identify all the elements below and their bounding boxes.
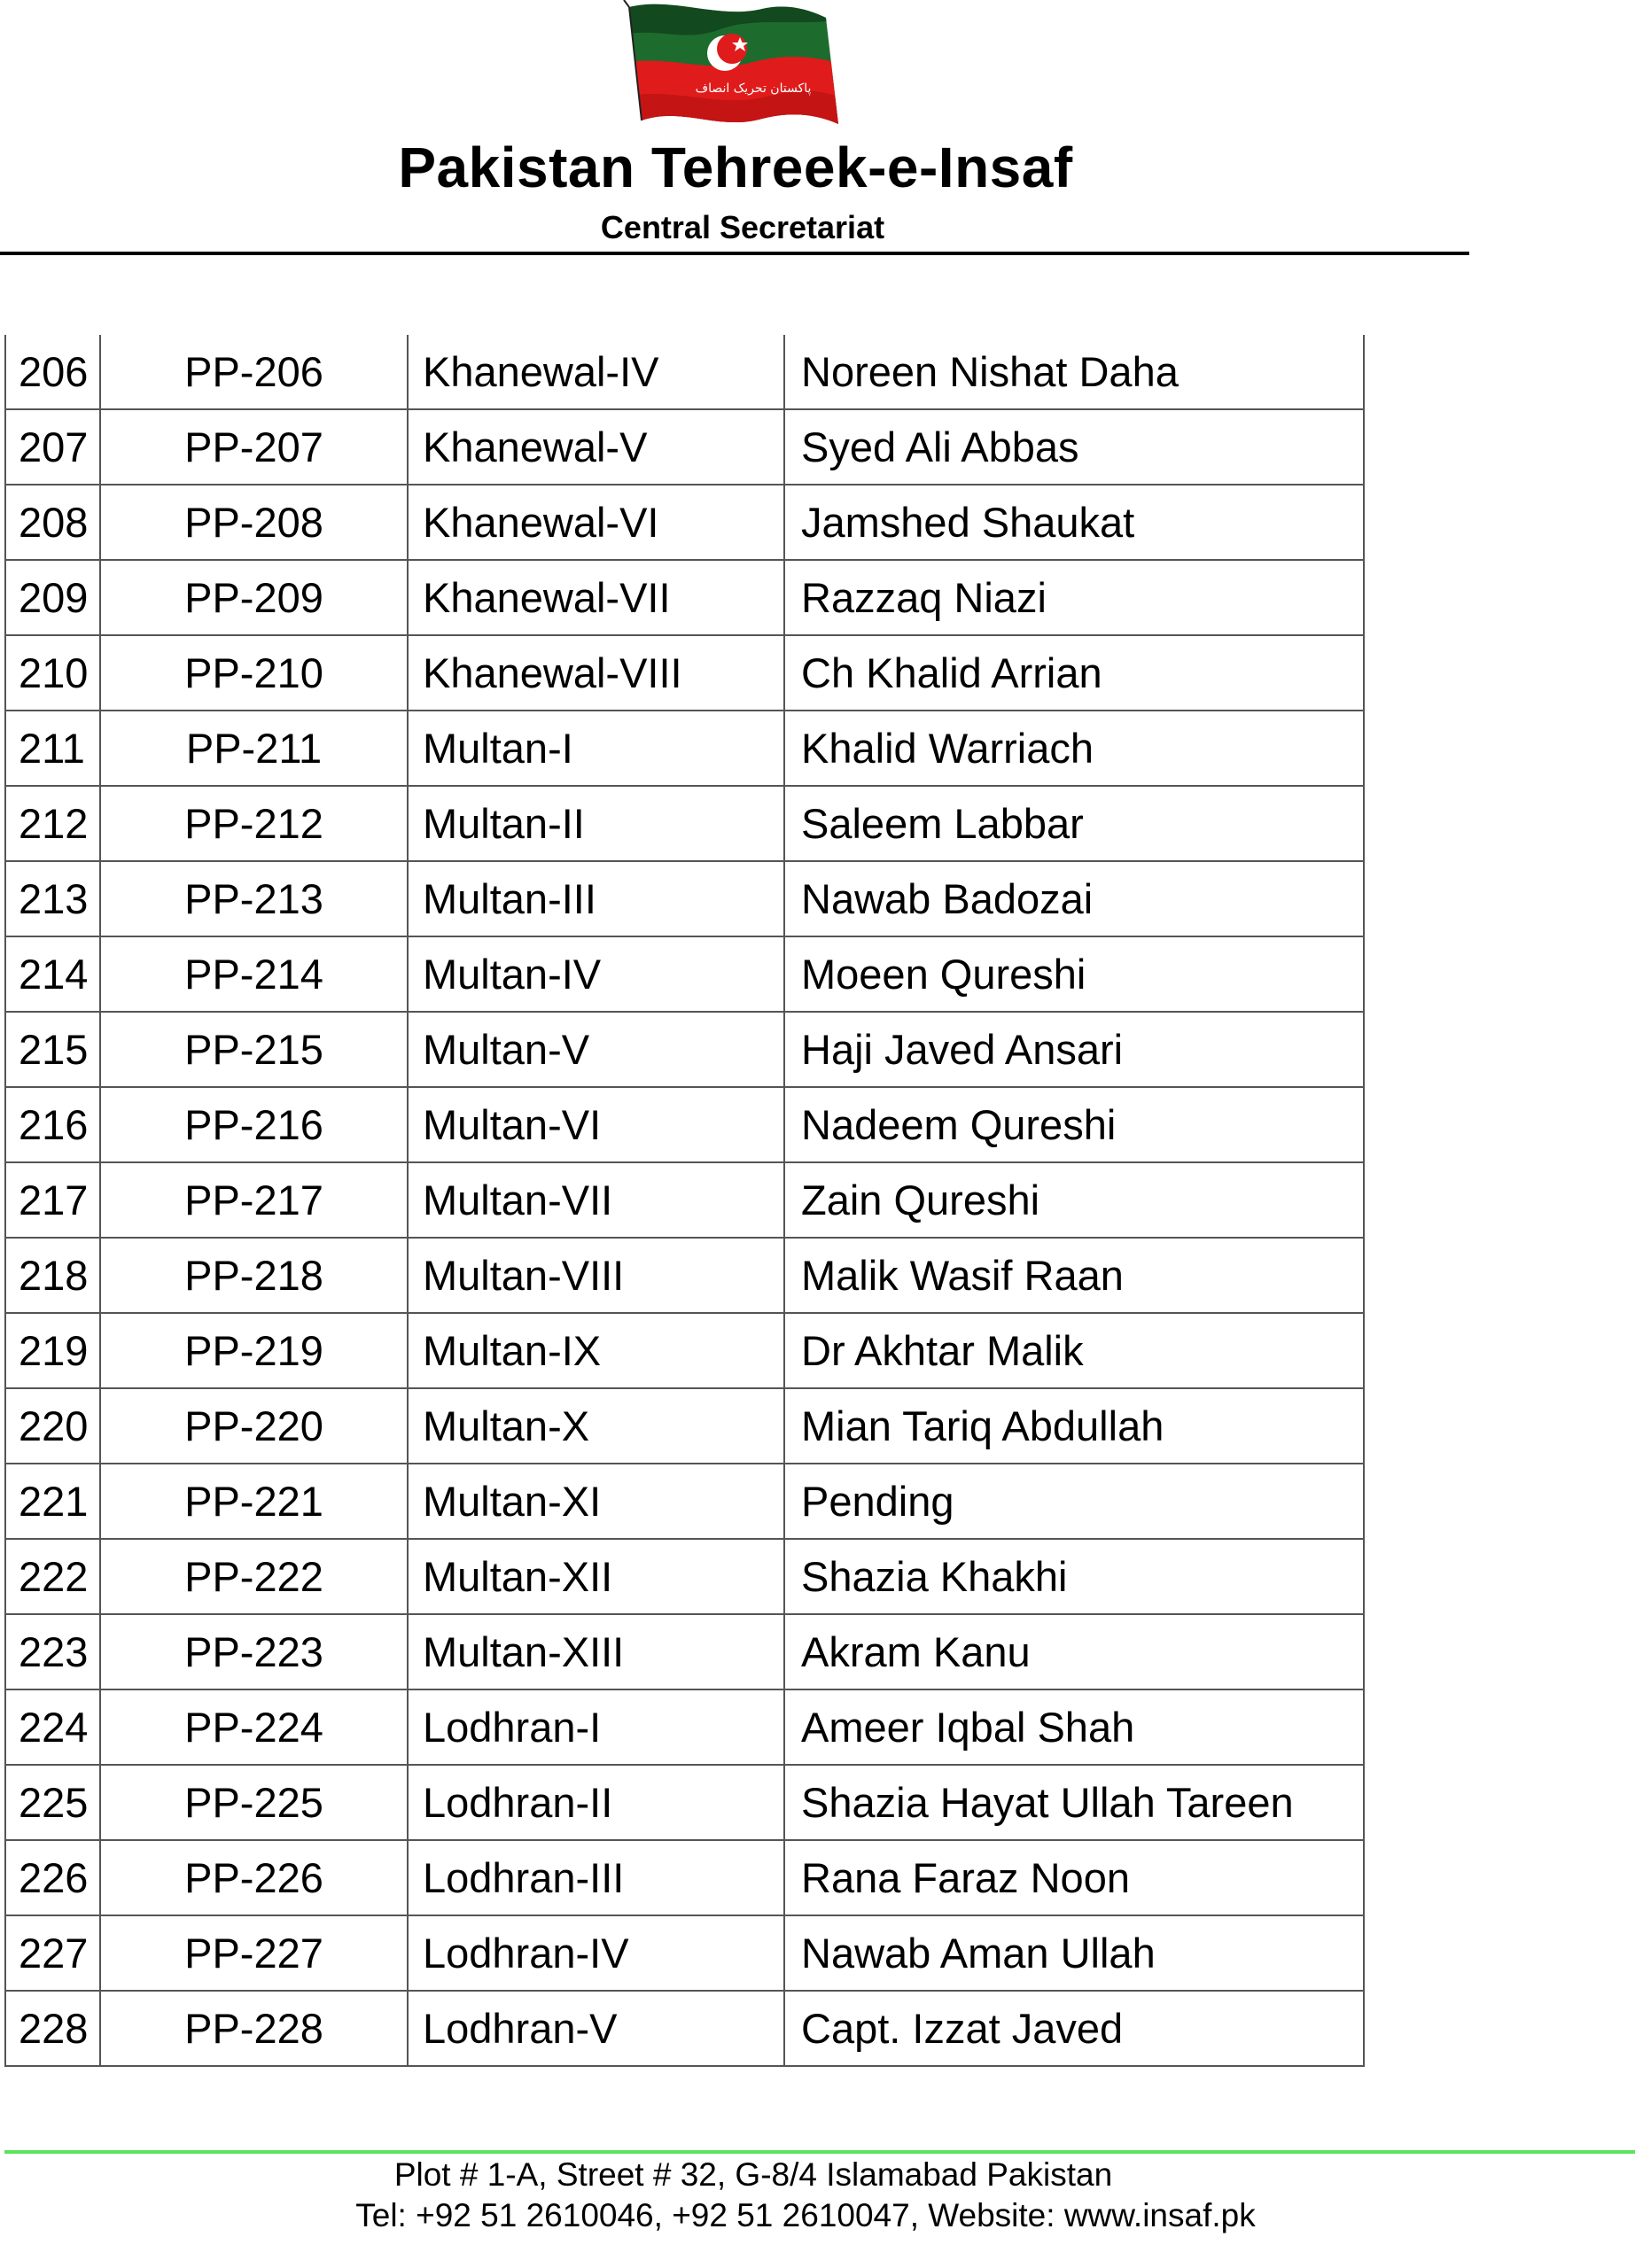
footer-contact: Tel: +92 51 2610046, +92 51 2610047, Website: www.insaf.pk bbox=[355, 2197, 1256, 2233]
candidate-name-cell: Shazia Hayat Ullah Tareen bbox=[784, 1765, 1364, 1840]
table-row bbox=[5, 1765, 1364, 1840]
constituency-area-cell: Multan-XII bbox=[408, 1539, 784, 1614]
constituency-code-cell: PP-223 bbox=[100, 1614, 408, 1689]
serial-number-cell: 223 bbox=[5, 1614, 100, 1689]
constituency-area-cell: Lodhran-V bbox=[408, 1991, 784, 2066]
table-row bbox=[5, 560, 1364, 635]
candidate-name-cell: Syed Ali Abbas bbox=[784, 409, 1364, 485]
candidate-name-cell: Shazia Khakhi bbox=[784, 1539, 1364, 1614]
constituency-area-cell: Lodhran-I bbox=[408, 1689, 784, 1765]
constituency-code-cell: PP-221 bbox=[100, 1464, 408, 1539]
constituency-code-cell: PP-222 bbox=[100, 1539, 408, 1614]
constituency-area-cell: Khanewal-V bbox=[408, 409, 784, 485]
constituency-table bbox=[4, 335, 1365, 2067]
pti-flag-logo bbox=[620, 0, 842, 133]
table-row bbox=[5, 409, 1364, 485]
candidate-name-cell: Nawab Badozai bbox=[784, 861, 1364, 936]
constituency-code-cell: PP-207 bbox=[100, 409, 408, 485]
constituency-area-cell: Lodhran-III bbox=[408, 1840, 784, 1915]
candidate-name-cell: Ameer Iqbal Shah bbox=[784, 1689, 1364, 1765]
serial-number-cell: 207 bbox=[5, 409, 100, 485]
constituency-code-cell: PP-228 bbox=[100, 1991, 408, 2066]
constituency-area-cell: Multan-VIII bbox=[408, 1238, 784, 1313]
serial-number-cell: 211 bbox=[5, 711, 100, 786]
constituency-code-cell: PP-206 bbox=[100, 335, 408, 409]
candidate-name-cell: Akram Kanu bbox=[784, 1614, 1364, 1689]
constituency-code-cell: PP-225 bbox=[100, 1765, 408, 1840]
constituency-code-cell: PP-217 bbox=[100, 1162, 408, 1238]
table-row bbox=[5, 635, 1364, 711]
table-row bbox=[5, 1162, 1364, 1238]
constituency-code-cell: PP-214 bbox=[100, 936, 408, 1012]
candidate-name-cell: Nadeem Qureshi bbox=[784, 1087, 1364, 1162]
table-row bbox=[5, 1388, 1364, 1464]
table-row bbox=[5, 711, 1364, 786]
constituency-code-cell: PP-227 bbox=[100, 1915, 408, 1991]
table-row bbox=[5, 1991, 1364, 2066]
constituency-code-cell: PP-226 bbox=[100, 1840, 408, 1915]
constituency-code-cell: PP-210 bbox=[100, 635, 408, 711]
table-row bbox=[5, 335, 1364, 409]
serial-number-cell: 206 bbox=[5, 335, 100, 409]
table-row bbox=[5, 1238, 1364, 1313]
constituency-area-cell: Lodhran-IV bbox=[408, 1915, 784, 1991]
constituency-area-cell: Khanewal-VIII bbox=[408, 635, 784, 711]
secretariat-subtitle: Central Secretariat bbox=[600, 209, 885, 245]
table-body bbox=[5, 335, 1364, 2066]
serial-number-cell: 222 bbox=[5, 1539, 100, 1614]
serial-number-cell: 212 bbox=[5, 786, 100, 861]
candidate-name-cell: Saleem Labbar bbox=[784, 786, 1364, 861]
candidate-name-cell: Pending bbox=[784, 1464, 1364, 1539]
constituency-code-cell: PP-209 bbox=[100, 560, 408, 635]
header-divider bbox=[0, 252, 1469, 255]
table-row bbox=[5, 1840, 1364, 1915]
table-row bbox=[5, 1614, 1364, 1689]
table-row bbox=[5, 1915, 1364, 1991]
constituency-area-cell: Multan-II bbox=[408, 786, 784, 861]
table-row bbox=[5, 1313, 1364, 1388]
serial-number-cell: 224 bbox=[5, 1689, 100, 1765]
flag-urdu-text: پاکستان تحریک انصاف bbox=[695, 82, 812, 96]
table-row bbox=[5, 1087, 1364, 1162]
candidate-name-cell: Nawab Aman Ullah bbox=[784, 1915, 1364, 1991]
candidate-name-cell: Haji Javed Ansari bbox=[784, 1012, 1364, 1087]
constituency-code-cell: PP-211 bbox=[100, 711, 408, 786]
serial-number-cell: 209 bbox=[5, 560, 100, 635]
serial-number-cell: 213 bbox=[5, 861, 100, 936]
candidate-name-cell: Malik Wasif Raan bbox=[784, 1238, 1364, 1313]
serial-number-cell: 225 bbox=[5, 1765, 100, 1840]
constituency-area-cell: Multan-I bbox=[408, 711, 784, 786]
constituency-area-cell: Multan-IV bbox=[408, 936, 784, 1012]
candidate-name-cell: Jamshed Shaukat bbox=[784, 485, 1364, 560]
serial-number-cell: 221 bbox=[5, 1464, 100, 1539]
serial-number-cell: 216 bbox=[5, 1087, 100, 1162]
constituency-area-cell: Multan-XI bbox=[408, 1464, 784, 1539]
letterhead bbox=[0, 0, 1635, 266]
table-row bbox=[5, 1539, 1364, 1614]
constituency-code-cell: PP-213 bbox=[100, 861, 408, 936]
serial-number-cell: 226 bbox=[5, 1840, 100, 1915]
table-row bbox=[5, 1464, 1364, 1539]
candidate-name-cell: Rana Faraz Noon bbox=[784, 1840, 1364, 1915]
footer-divider bbox=[4, 2150, 1635, 2154]
table-row bbox=[5, 786, 1364, 861]
constituency-area-cell: Khanewal-VII bbox=[408, 560, 784, 635]
table-row bbox=[5, 936, 1364, 1012]
candidate-name-cell: Razzaq Niazi bbox=[784, 560, 1364, 635]
constituency-table-wrapper bbox=[4, 335, 1363, 2067]
constituency-code-cell: PP-218 bbox=[100, 1238, 408, 1313]
organization-name: Pakistan Tehreek-e-Insaf bbox=[398, 136, 1073, 199]
constituency-code-cell: PP-220 bbox=[100, 1388, 408, 1464]
constituency-code-cell: PP-215 bbox=[100, 1012, 408, 1087]
constituency-code-cell: PP-219 bbox=[100, 1313, 408, 1388]
candidate-name-cell: Khalid Warriach bbox=[784, 711, 1364, 786]
candidate-name-cell: Noreen Nishat Daha bbox=[784, 335, 1364, 409]
constituency-code-cell: PP-216 bbox=[100, 1087, 408, 1162]
constituency-area-cell: Multan-XIII bbox=[408, 1614, 784, 1689]
table-row bbox=[5, 1012, 1364, 1087]
serial-number-cell: 208 bbox=[5, 485, 100, 560]
constituency-area-cell: Khanewal-VI bbox=[408, 485, 784, 560]
constituency-area-cell: Multan-VI bbox=[408, 1087, 784, 1162]
constituency-area-cell: Multan-V bbox=[408, 1012, 784, 1087]
constituency-area-cell: Multan-IX bbox=[408, 1313, 784, 1388]
table-row bbox=[5, 861, 1364, 936]
constituency-code-cell: PP-212 bbox=[100, 786, 408, 861]
serial-number-cell: 217 bbox=[5, 1162, 100, 1238]
constituency-area-cell: Multan-X bbox=[408, 1388, 784, 1464]
constituency-area-cell: Multan-III bbox=[408, 861, 784, 936]
serial-number-cell: 214 bbox=[5, 936, 100, 1012]
serial-number-cell: 210 bbox=[5, 635, 100, 711]
serial-number-cell: 219 bbox=[5, 1313, 100, 1388]
table-row bbox=[5, 485, 1364, 560]
serial-number-cell: 218 bbox=[5, 1238, 100, 1313]
candidate-name-cell: Dr Akhtar Malik bbox=[784, 1313, 1364, 1388]
serial-number-cell: 227 bbox=[5, 1915, 100, 1991]
candidate-name-cell: Moeen Qureshi bbox=[784, 936, 1364, 1012]
serial-number-cell: 228 bbox=[5, 1991, 100, 2066]
candidate-name-cell: Capt. Izzat Javed bbox=[784, 1991, 1364, 2066]
candidate-name-cell: Ch Khalid Arrian bbox=[784, 635, 1364, 711]
constituency-area-cell: Lodhran-II bbox=[408, 1765, 784, 1840]
serial-number-cell: 215 bbox=[5, 1012, 100, 1087]
constituency-area-cell: Khanewal-IV bbox=[408, 335, 784, 409]
table-row bbox=[5, 1689, 1364, 1765]
candidate-name-cell: Zain Qureshi bbox=[784, 1162, 1364, 1238]
candidate-name-cell: Mian Tariq Abdullah bbox=[784, 1388, 1364, 1464]
serial-number-cell: 220 bbox=[5, 1388, 100, 1464]
constituency-code-cell: PP-224 bbox=[100, 1689, 408, 1765]
constituency-code-cell: PP-208 bbox=[100, 485, 408, 560]
constituency-area-cell: Multan-VII bbox=[408, 1162, 784, 1238]
footer-address: Plot # 1-A, Street # 32, G-8/4 Islamabad Pakistan bbox=[393, 2156, 1113, 2193]
